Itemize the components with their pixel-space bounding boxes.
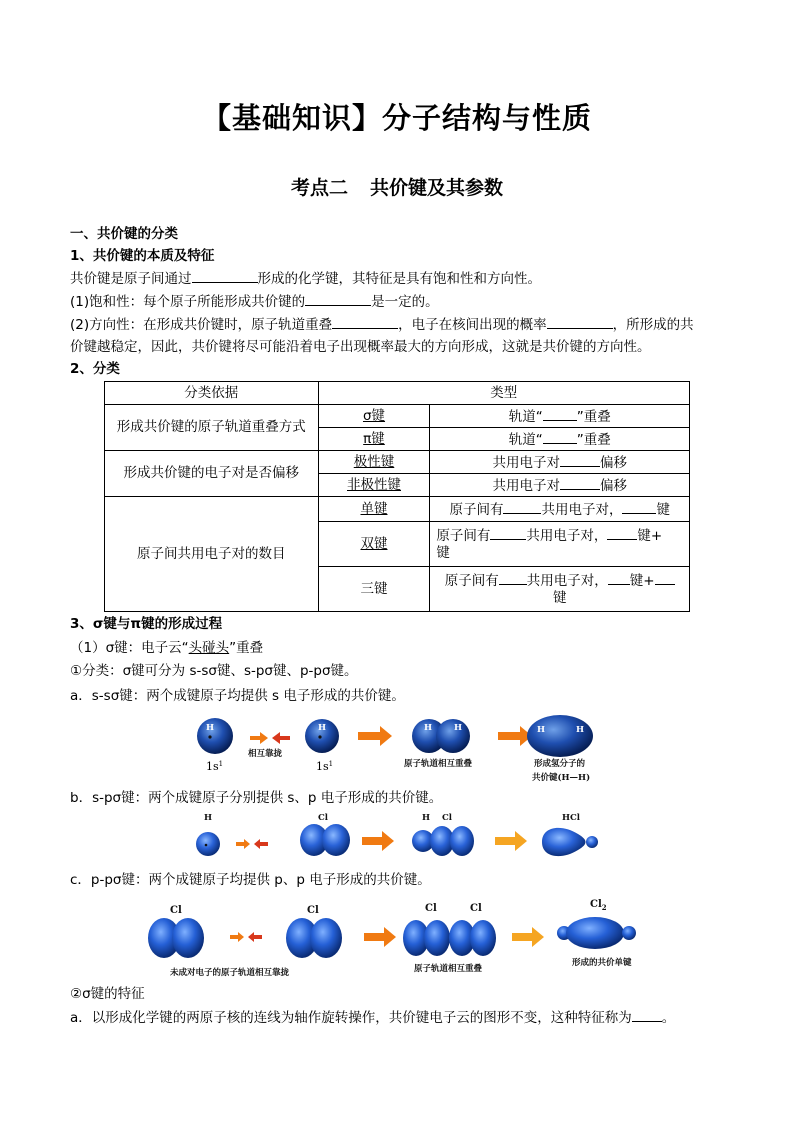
- basis-polarity: 形成共价键的电子对是否偏移: [105, 451, 319, 497]
- pp-p-lobe-2b: [310, 918, 342, 958]
- approach-arrows: [250, 732, 290, 744]
- process-arrow-2: [498, 726, 532, 746]
- classification-table: [104, 381, 690, 612]
- fill-blank: [332, 315, 398, 329]
- svg-text:H: H: [424, 723, 433, 733]
- fill-blank: [543, 407, 577, 421]
- pp-result-label: 形成的共价单键: [572, 958, 632, 968]
- orbital-label-2: $1s^1$: [316, 760, 334, 773]
- sp-process-arrow-2: [495, 831, 527, 851]
- sp-approach-left: [254, 839, 268, 849]
- page-title: 【基础知识】分子结构与性质: [201, 101, 592, 135]
- cl2-small-lobe-right: [622, 926, 636, 940]
- paragraph-saturation: (1)饱和性：每个原子所能形成共价键的 是一定的。: [70, 294, 439, 310]
- svg-text:H: H: [537, 725, 546, 735]
- type-double: 双键: [318, 522, 430, 567]
- subtitle-part1: 考点二: [290, 177, 348, 199]
- type-polar: 极性键: [318, 451, 430, 474]
- pp-cl-label-4: Cl: [470, 903, 482, 914]
- fill-blank: [305, 292, 371, 306]
- result-label-1: 形成氢分子的: [534, 759, 586, 769]
- desc-triple: 原子间有 共用电子对， 键+ 键: [430, 567, 690, 612]
- cl2-molecule-orbital: [566, 917, 624, 949]
- desc-nonpolar: 共用电子对 偏移: [430, 474, 690, 497]
- subtitle-part2: 共价键及其参数: [370, 177, 504, 199]
- fill-blank: [547, 315, 613, 329]
- pp-sigma-line: c．p-pσ键：两个成键原子均提供 p、p 电子形成的共价键。: [70, 872, 431, 888]
- sp-h-orbital: [196, 832, 220, 856]
- sp-cl-label: Cl: [318, 813, 328, 823]
- heading-formation: 3、σ键与π键的形成过程: [70, 616, 223, 632]
- svg-text:H: H: [454, 723, 463, 733]
- desc-pi: 轨道“ ”重叠: [430, 428, 690, 451]
- sp-h-label-2: H: [422, 813, 431, 823]
- basis-overlap: 形成共价键的原子轨道重叠方式: [105, 405, 319, 451]
- pp-overlap-lobe-4: [470, 920, 496, 956]
- pp-approach-label: 未成对电子的原子轨道相互靠拢: [170, 968, 290, 978]
- pp-cl-label-3: Cl: [425, 903, 437, 914]
- sigma-classify: ①分类：σ键可分为 s-sσ键、s-pσ键、p-pσ键。: [70, 663, 358, 679]
- basis-count: 原子间共用电子对的数目: [105, 497, 319, 612]
- sp-p-lobe-right: [322, 824, 350, 856]
- type-triple: 三键: [318, 567, 430, 612]
- sp-sigma-line: b．s-pσ键：两个成键原子分别提供 s、p 电子形成的共价键。: [70, 790, 443, 806]
- paragraph-direction: (2)方向性：在形成共价键时，原子轨道重叠 ，电子在核间出现的概率 ，所形成的共: [70, 317, 694, 333]
- fill-blank: [503, 500, 541, 514]
- pp-cl-label-1: Cl: [170, 905, 182, 916]
- hcl-small-lobe: [586, 836, 598, 848]
- h-label: H: [206, 723, 215, 733]
- heading-nature: 1、共价键的本质及特征: [70, 248, 215, 264]
- h-atom-orbital: [197, 718, 233, 754]
- hcl-label: HCl: [562, 813, 581, 823]
- approach-label: 相互靠拢: [248, 749, 283, 759]
- overlap-orbital-right: [436, 719, 470, 753]
- result-label-2: 共价键(H—H): [532, 773, 591, 783]
- h2-molecule-orbital: [527, 715, 593, 757]
- pp-process-arrow-2: [512, 927, 544, 947]
- cl2-label: $Cl_2$: [590, 899, 607, 912]
- desc-double: 原子间有 共用电子对， 键+ 键: [430, 522, 690, 567]
- fill-blank: [655, 571, 675, 585]
- pp-process-arrow: [364, 927, 396, 947]
- paragraph-definition: 共价键是原子间通过 形成的化学键，其特征是具有饱和性和方向性。: [70, 271, 541, 287]
- section-subtitle: [0, 173, 794, 200]
- sigma-intro: （1）σ键：电子云“头碰头”重叠: [70, 640, 264, 656]
- fill-blank: [490, 526, 526, 540]
- paragraph-direction-cont: 价键越稳定，因此，共价键将尽可能沿着电子出现概率最大的方向形成，这就是共价键的方向性。: [70, 339, 651, 355]
- sp-cl-label-2: Cl: [442, 813, 452, 823]
- fill-blank: [543, 430, 577, 444]
- desc-polar: 共用电子对 偏移: [430, 451, 690, 474]
- pp-cl-label-2: Cl: [307, 905, 319, 916]
- fill-blank: [632, 1008, 662, 1022]
- fill-blank: [560, 476, 600, 490]
- svg-text:H: H: [576, 725, 585, 735]
- header-basis: 分类依据: [105, 382, 319, 405]
- header-type: 类型: [318, 382, 689, 405]
- sp-process-arrow: [362, 831, 394, 851]
- sp-overlap-p2: [450, 826, 474, 856]
- pp-p-lobe-1b: [172, 918, 204, 958]
- fill-blank: [192, 269, 258, 283]
- ss-sigma-line: a．s-sσ键：两个成键原子均提供 s 电子形成的共价键。: [70, 688, 405, 704]
- fill-blank: [608, 571, 630, 585]
- desc-sigma: 轨道“ ”重叠: [430, 405, 690, 428]
- pp-approach-left: [248, 932, 262, 942]
- pp-overlap-lobe-2: [424, 920, 450, 956]
- pp-overlap-label: 原子轨道相互重叠: [414, 964, 483, 974]
- sigma-feature-a: a．以形成化学键的两原子核的连线为轴作旋转操作，共价键电子云的图形不变，这种特征称为 。: [70, 1010, 676, 1026]
- type-nonpolar: 非极性键: [318, 474, 430, 497]
- sp-h-label: H: [204, 813, 213, 823]
- process-arrow: [358, 726, 392, 746]
- heading-types: 2、分类: [70, 361, 120, 377]
- sigma-feature-heading: ②σ键的特征: [70, 986, 145, 1002]
- heading-classification: 一、共价键的分类: [70, 226, 178, 242]
- type-single: 单键: [318, 497, 430, 522]
- overlap-label: 原子轨道相互重叠: [404, 759, 473, 769]
- ss-sigma-diagram: [180, 708, 630, 788]
- pp-approach-right: [230, 932, 244, 942]
- orbital-label: $1s^1$: [206, 760, 224, 773]
- desc-single: 原子间有 共用电子对， 键: [430, 497, 690, 522]
- hcl-molecule-orbital: [542, 828, 586, 856]
- h-label-2: H: [318, 723, 327, 733]
- type-sigma: σ键: [318, 405, 430, 428]
- pp-sigma-diagram: [140, 893, 660, 978]
- fill-blank: [622, 500, 656, 514]
- fill-blank: [607, 526, 637, 540]
- type-pi: π键: [318, 428, 430, 451]
- fill-blank: [499, 571, 527, 585]
- sp-approach-right: [236, 839, 250, 849]
- sp-sigma-diagram: [190, 810, 610, 865]
- fill-blank: [560, 453, 600, 467]
